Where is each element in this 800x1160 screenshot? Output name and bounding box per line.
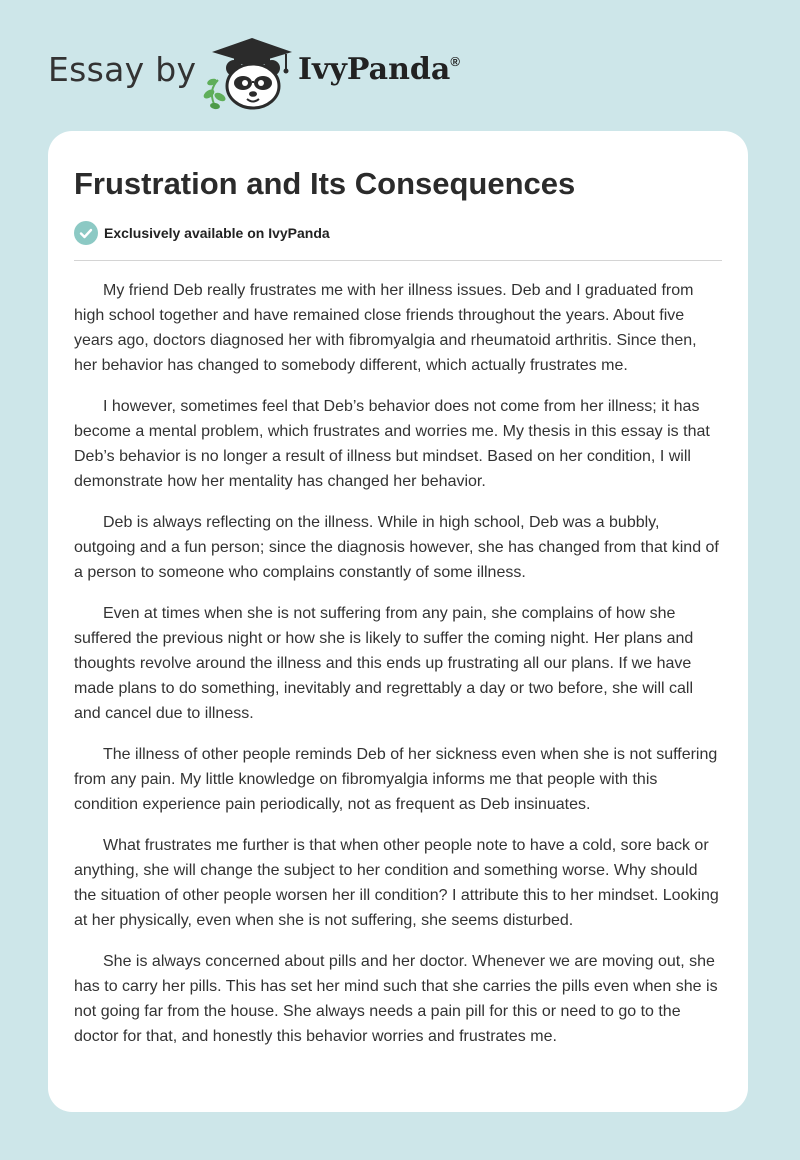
paragraph: Even at times when she is not suffering from any pain, she complains of how she suffered the previous night or how she is likely to suffer the coming night. Her plans and thoughts revolve around the illness and this ends up frustrating all our plans. If we have made plans to do something, inevitably and regrettably a day or two before, she will call and cancel due to illness. <box>74 605 694 722</box>
registered-mark: ® <box>450 54 460 69</box>
page-title: Frustration and Its Consequences <box>74 166 576 201</box>
site-header <box>48 30 548 110</box>
paragraph: What frustrates me further is that when other people note to have a cold, sore back or anything, she will change the subject to her condition and something worse. Why should the situation of other people worsen her ill condition? I attribute this to her mindset. Looking at her physically, even when she is not suffering, she seems disturbed. <box>74 837 719 929</box>
exclusive-badge <box>74 220 722 246</box>
check-circle-icon <box>74 221 98 245</box>
paragraph: My friend Deb really frustrates me with her illness issues. Deb and I graduated from high school together and have remained close friends throughout the years. About five years ago, doctors diagnosed her with fibromyalgia and rheumatoid arthritis. Since then, her behavior has changed to somebody different, which actually frustrates me. <box>74 282 697 374</box>
essay-by-label: Essay by <box>48 50 197 89</box>
divider <box>74 260 722 261</box>
paragraph: I however, sometimes feel that Deb’s behavior does not come from her illness; it has become a mental problem, which frustrates and worries me. My thesis in this essay is that Deb’s behavior is no longer a result of illness but mindset. Based on her condition, I will demonstrate how her mentality has changed her behavior. <box>74 398 710 490</box>
paragraph: She is always concerned about pills and her doctor. Whenever we are moving out, she has to carry her pills. This has set her mind such that she carries the pills even when she is not going far from the house. She always needs a pain pill for this or need to go to the doctor for that, and honestly this behavior worries and frustrates me. <box>74 953 718 1045</box>
brand-name[interactable]: IvyPanda® <box>298 52 460 87</box>
essay-body <box>74 278 722 1049</box>
essay-card <box>48 131 748 1112</box>
badge-text: Exclusively available on IvyPanda <box>104 225 330 241</box>
paragraph: Deb is always reflecting on the illness. While in high school, Deb was a bubbly, outgoing and a fun person; since the diagnosis however, she has changed from that kind of a person to someone who complains constantly of some illness. <box>74 514 719 581</box>
paragraph: The illness of other people reminds Deb of her sickness even when she is not suffering from any pain. My little knowledge on fibromyalgia informs me that people with this condition experience pain periodically, not as frequent as Deb insinuates. <box>74 746 718 813</box>
panda-graduate-icon[interactable] <box>200 34 298 112</box>
